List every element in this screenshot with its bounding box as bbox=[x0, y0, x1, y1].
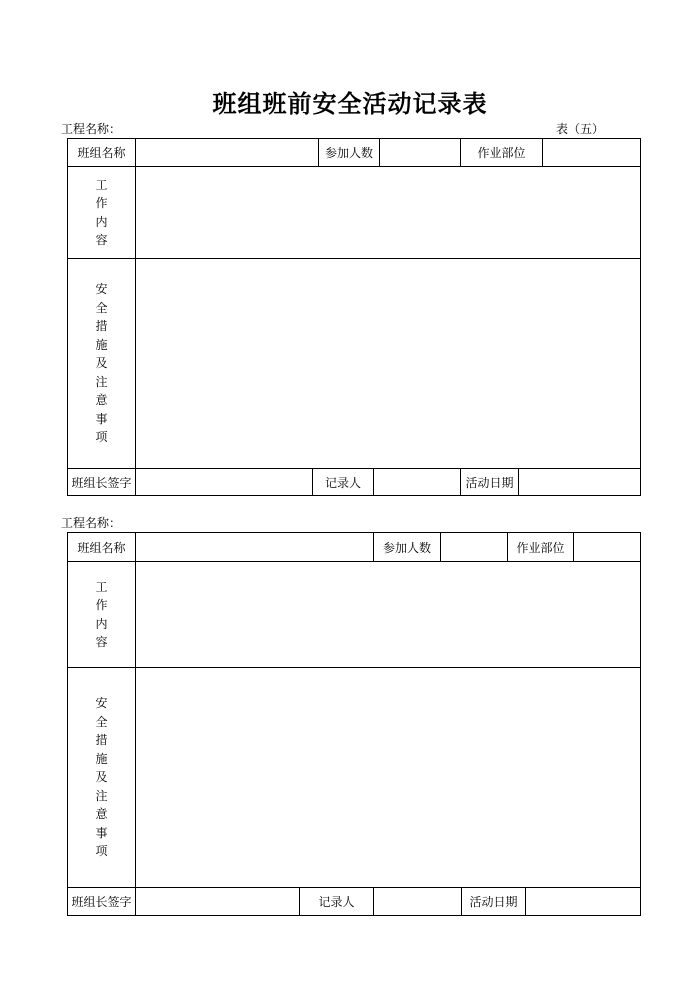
work-content-field[interactable] bbox=[136, 167, 641, 259]
activity-date-field[interactable] bbox=[519, 469, 641, 496]
activity-date-label-2: 活动日期 bbox=[462, 888, 526, 916]
document-title: 班组班前安全活动记录表 bbox=[212, 90, 488, 118]
project-name-label: 工程名称： bbox=[61, 122, 122, 136]
team-name-label-2: 班组名称 bbox=[68, 533, 136, 562]
leader-sign-field-2[interactable] bbox=[136, 888, 300, 916]
recorder-field-2[interactable] bbox=[374, 888, 462, 916]
work-content-label-2: 工作内容 bbox=[95, 579, 108, 649]
leader-sign-label: 班组长签字 bbox=[68, 469, 136, 496]
safety-measures-label-2: 安全措施及注意事项 bbox=[95, 696, 108, 859]
work-location-label-2: 作业部位 bbox=[508, 533, 574, 562]
activity-date-label: 活动日期 bbox=[461, 469, 519, 496]
participants-label: 参加人数 bbox=[319, 139, 380, 167]
activity-record-footer-2 bbox=[67, 887, 641, 916]
participants-field-2[interactable] bbox=[441, 533, 508, 562]
safety-measures-field-2[interactable] bbox=[136, 668, 641, 888]
recorder-field[interactable] bbox=[374, 469, 461, 496]
recorder-label: 记录人 bbox=[313, 469, 374, 496]
work-content-label: 工作内容 bbox=[95, 177, 108, 247]
activity-record-table-2 bbox=[67, 532, 641, 888]
work-location-field[interactable] bbox=[543, 139, 641, 167]
work-content-field-2[interactable] bbox=[136, 562, 641, 668]
work-location-label: 作业部位 bbox=[461, 139, 543, 167]
team-name-field[interactable] bbox=[136, 139, 319, 167]
team-name-label: 班组名称 bbox=[68, 139, 136, 167]
recorder-label-2: 记录人 bbox=[300, 888, 374, 916]
leader-sign-field[interactable] bbox=[136, 469, 313, 496]
participants-field[interactable] bbox=[380, 139, 461, 167]
activity-record-footer-1 bbox=[67, 468, 641, 496]
leader-sign-label-2: 班组长签字 bbox=[68, 888, 136, 916]
form-number: 表（五） bbox=[556, 122, 605, 136]
project-name-label-2: 工程名称： bbox=[61, 516, 122, 530]
activity-record-table-1 bbox=[67, 138, 641, 469]
safety-measures-field[interactable] bbox=[136, 259, 641, 469]
work-content-label-cell-2 bbox=[68, 562, 136, 668]
safety-label-cell-2 bbox=[68, 668, 136, 888]
work-content-label-cell bbox=[68, 167, 136, 259]
work-location-field-2[interactable] bbox=[574, 533, 641, 562]
safety-label-cell bbox=[68, 259, 136, 469]
safety-measures-label: 安全措施及注意事项 bbox=[95, 282, 108, 445]
participants-label-2: 参加人数 bbox=[374, 533, 441, 562]
activity-date-field-2[interactable] bbox=[526, 888, 641, 916]
team-name-field-2[interactable] bbox=[136, 533, 374, 562]
